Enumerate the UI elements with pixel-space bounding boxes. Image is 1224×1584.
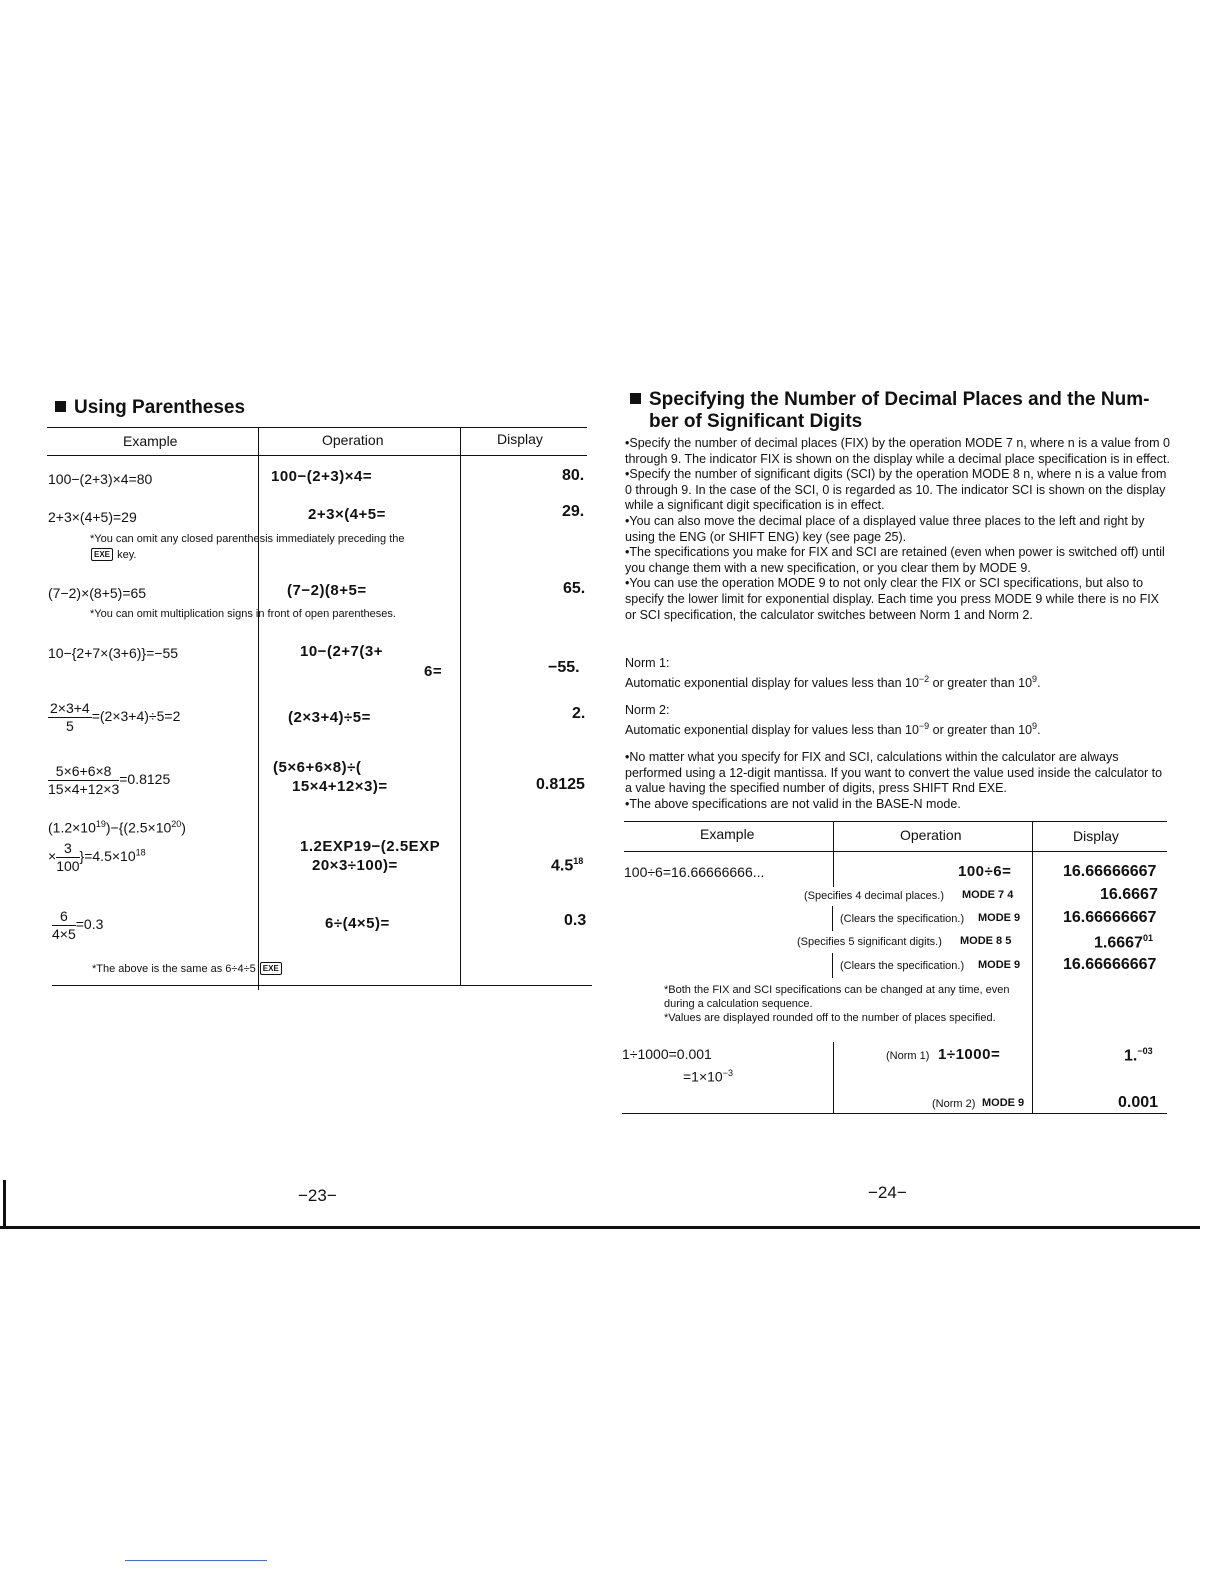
- table-row-operation: (5×6+6×8)÷(: [273, 759, 362, 776]
- bullet-item: •No matter what you specify for FIX and SCI, calculations within the calculator are always performed using a 12-digit mantissa. If you want to convert the value used inside the calculator to a value having the specified number of digits, press SHIFT Rnd EXE.: [625, 750, 1163, 796]
- table-row-display: 16.66666667: [1063, 956, 1157, 973]
- table-row-operation: 10−(2+7(3+: [300, 643, 383, 660]
- right-header-display: Display: [1073, 828, 1119, 844]
- left-table-col-divider: [258, 427, 259, 990]
- right-header-operation: Operation: [900, 827, 962, 843]
- table-row-example: 2+3×(4+5)=29: [48, 509, 137, 525]
- scan-edge-mark: [3, 1180, 6, 1228]
- right-table-top-rule: [624, 821, 1167, 822]
- table-row-operation: 6÷(4×5)=: [325, 915, 390, 932]
- table-row-example: $\frac{2\times 3+4}{5}$ =(2×3+4)÷5=2: [50, 700, 181, 734]
- table-row-example: 10−{2+7×(3+6)}=−55: [48, 645, 179, 661]
- left-header-display: Display: [497, 431, 543, 447]
- operation-note: (Clears the specification.): [840, 913, 965, 925]
- right-bullets: [625, 436, 1170, 623]
- table-row-operation-cont: 15×4+12×3)=: [292, 778, 388, 795]
- page-number-right: −24−: [868, 1183, 907, 1202]
- left-header-operation: Operation: [322, 432, 384, 448]
- norm1-block: Norm 1: Automatic exponential display for values less than $10^{-2}$ or greater than $10^9$.: [625, 656, 1041, 690]
- left-table-col-divider: [460, 427, 461, 985]
- table-row-operation: 1.2EXP19−(2.5EXP: [300, 838, 441, 855]
- omit-mult-note: *You can omit multiplication signs in front of open parentheses.: [90, 608, 396, 620]
- table-row-display: 29.: [562, 503, 585, 520]
- table-row-operation: MODE 9: [978, 959, 1021, 971]
- table-row-display: 16.66666667: [1063, 909, 1157, 926]
- table-row-display: 1.6667$^{01}$: [1094, 933, 1153, 952]
- operation-note: (Norm 2): [932, 1098, 976, 1110]
- table-row-operation: 1÷1000=: [938, 1046, 1001, 1063]
- table-row-example: (7−2)×(8+5)=65: [48, 585, 147, 601]
- table-row-operation: 100÷6=: [958, 863, 1012, 880]
- table-row-example-cont: × $\frac{3}{100}$ }$=4.5\times 10^{18}$: [48, 840, 146, 874]
- bullet-item: •The above specifications are not valid in the BASE-N mode.: [625, 796, 961, 811]
- table-row-display: 0.3: [564, 912, 587, 929]
- norm2-block: Norm 2: Automatic exponential display for values less than $10^{-9}$ or greater than $10^9$.: [625, 703, 1041, 737]
- bullet-square-icon: [55, 401, 66, 412]
- table-row-operation: 2+3×(4+5=: [308, 506, 386, 523]
- bullet-square-icon: [630, 393, 641, 404]
- table-row-example: $\frac{6}{4\times 5}$ =0.3: [52, 908, 104, 942]
- bullet-item: •You can also move the decimal place of a displayed value three places to the left and right by using the ENG (or SHIFT ENG) key (see page 25).: [625, 513, 1145, 544]
- right-header-example: Example: [700, 826, 755, 842]
- right-table-short-divider: [832, 906, 833, 931]
- left-table-bottom-rule: [52, 985, 592, 986]
- table-row-operation: MODE 7 4: [962, 889, 1014, 901]
- table-row-display: 2.: [572, 705, 586, 722]
- operation-note: (Specifies 5 significant digits.): [797, 936, 942, 948]
- right-table-col-divider: [833, 821, 834, 887]
- table-row-operation: 100−(2+3)×4=: [271, 468, 373, 485]
- page-number-left: −23−: [298, 1186, 337, 1205]
- table-row-display: −55.: [548, 659, 580, 676]
- left-section-title: Using Parentheses: [55, 397, 245, 419]
- same-as-note: *The above is the same as 6÷4÷5 EXE: [92, 962, 283, 975]
- table-row-operation: MODE 9: [978, 912, 1021, 924]
- bullet-item: •Specify the number of significant digits (SCI) by the operation MODE 8 n, where n is a value from 0 through 9. In the case of the SCI, 0 is regarded as 10. The indicator SCI is shown on the display while a significant digit specification is in effect.: [625, 467, 1167, 513]
- left-header-example: Example: [123, 433, 178, 449]
- table-row-example: 100÷6=16.66666666...: [624, 864, 765, 880]
- table-row-display: 16.6667: [1100, 886, 1158, 903]
- table-row-display: 65.: [563, 580, 586, 597]
- bullet-item: •Specify the number of decimal places (FIX) by the operation MODE 7 n, where n is a value from 0 through 9. The indicator FIX is shown on the display while a decimal place specification is in effect.: [625, 436, 1170, 466]
- exe-key-icon: EXE: [91, 548, 113, 561]
- right-table-col-divider: [1032, 821, 1033, 1113]
- bullet-item: •You can use the operation MODE 9 to not only clear the FIX or SCI specifications, but also to specify the lower limit for exponential display. Each time you press MODE 9 while there is no FIX or SCI specification, the calculator switches between Norm 1 and Norm 2.: [625, 576, 1160, 622]
- table-row-display: $4.5^{18}$: [551, 856, 584, 875]
- exe-key-icon: EXE: [260, 962, 282, 975]
- right-bullets-2: [625, 750, 1170, 812]
- right-table-bottom-rule: [622, 1113, 1167, 1114]
- table-row-operation-cont: 6=: [424, 663, 443, 680]
- table-row-operation: MODE 9: [982, 1097, 1025, 1109]
- table-row-operation: (2×3+4)÷5=: [288, 709, 371, 726]
- left-table-header-rule: [47, 455, 587, 456]
- table-row-example: 1÷1000=0.001: [622, 1046, 712, 1062]
- table-row-display: 1.$^{-03}$: [1124, 1046, 1153, 1065]
- scan-edge-rule: [0, 1226, 1200, 1229]
- right-table-col-divider: [833, 1042, 834, 1113]
- left-table-top-rule: [47, 427, 587, 428]
- right-section-title: Specifying the Number of Decimal Places and the Num- ber of Significant Digits: [630, 389, 1149, 433]
- table-row-operation: (7−2)(8+5=: [287, 582, 367, 599]
- scan-blue-line: [125, 1560, 267, 1561]
- table-row-display: 0.001: [1118, 1094, 1159, 1111]
- table-row-example-cont: $=1\times 10^{-3}$: [683, 1068, 733, 1085]
- bullet-item: •The specifications you make for FIX and SCI are retained (even when power is switched off) until you change them with a new specification, or you clear them by MODE 9.: [625, 545, 1165, 575]
- operation-note: (Clears the specification.): [840, 960, 965, 972]
- table-row-example: 100−(2+3)×4=80: [48, 471, 153, 487]
- table-row-display: 0.8125: [536, 776, 585, 793]
- table-row-operation: MODE 8 5: [960, 935, 1012, 947]
- operation-note: (Norm 1): [886, 1050, 930, 1062]
- table-row-display: 80.: [562, 467, 585, 484]
- table-row-operation-cont: 20×3÷100)=: [312, 857, 398, 874]
- right-table-header-rule: [624, 851, 1167, 852]
- table-row-example: $\frac{5\times 6+6\times 8}{15\times 4+12\times 3}$ =0.8125: [48, 763, 171, 797]
- closed-paren-note: *You can omit any closed parenthesis immediately preceding the EXE key.: [90, 533, 405, 561]
- table-row-example: $(1.2\times 10^{19})-\{(2.5\times 10^{20})$: [48, 819, 186, 836]
- right-table-notes: *Both the FIX and SCI specifications can be changed at any time, even during a calculation sequence. *Values are displayed rounded off to the number of places specified.: [664, 984, 1010, 1024]
- right-table-short-divider: [832, 953, 833, 978]
- operation-note: (Specifies 4 decimal places.): [804, 890, 945, 902]
- table-row-display: 16.66666667: [1063, 863, 1157, 880]
